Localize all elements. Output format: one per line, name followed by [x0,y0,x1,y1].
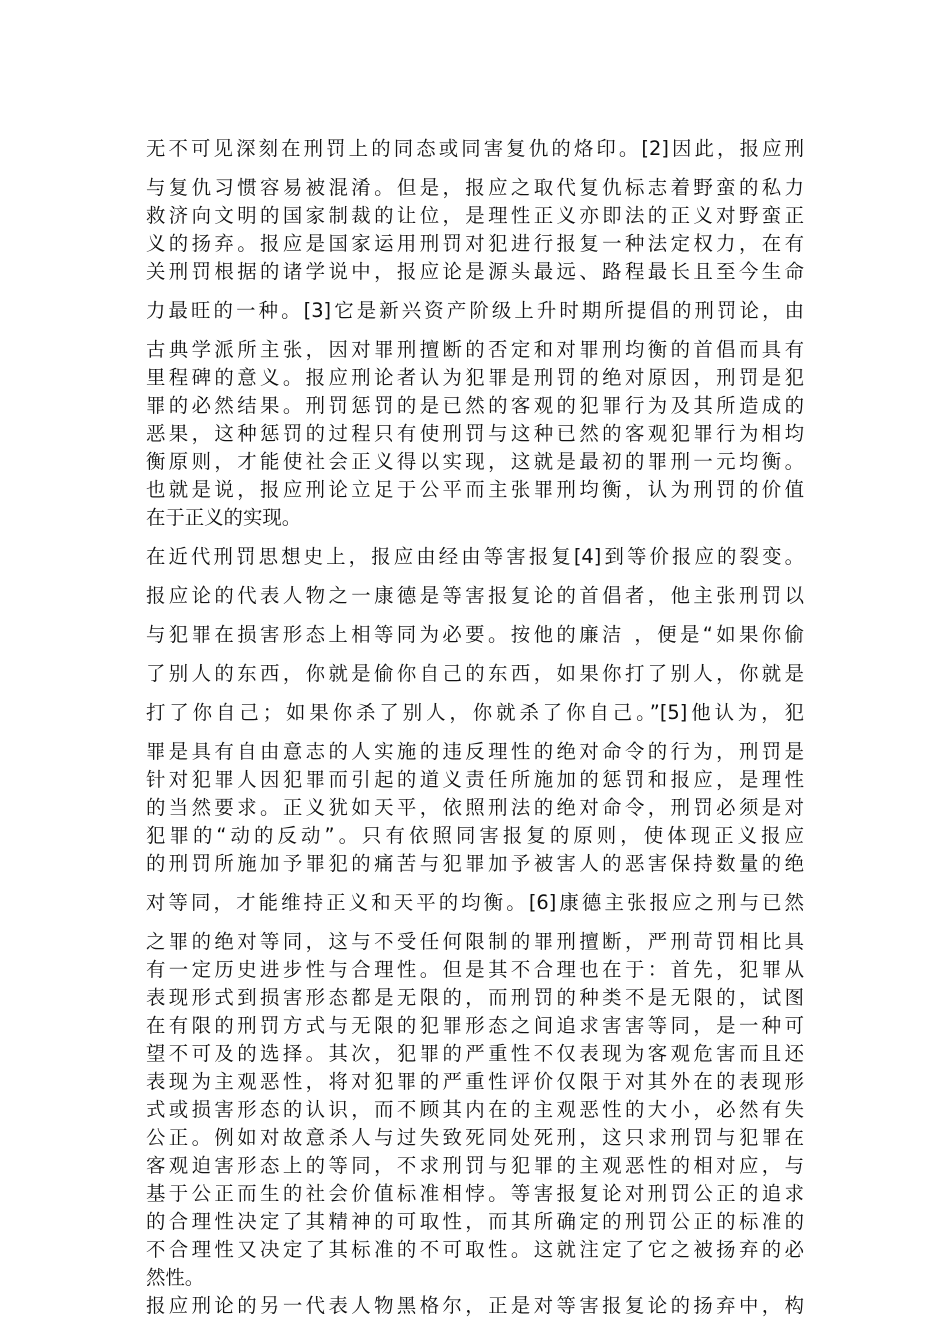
text-line: 古典学派所主张，因对罪刑擅断的否定和对罪刑均衡的首倡而具有 [146,338,804,361]
text-line: 与犯罪在损害形态上相等同为必要。按他的廉洁 ，便是“如果你偷 [146,623,804,646]
text-line: 打了你自己；如果你杀了别人，你就杀了你自己。”[5]他认为，犯 [146,701,804,724]
text-line: 义的扬弃。报应是国家运用刑罚对犯进行报复一种法定权力，在有 [146,232,804,255]
text-line: 在于正义的实现。 [146,506,302,529]
text-line: 犯罪的“动的反动”。只有依照同害报复的原则，使体现正义报应 [146,824,804,847]
text-line: 关刑罚根据的诸学说中，报应论是源头最远、路程最长且至今生命 [146,260,804,283]
text-line: 然性。 [146,1266,205,1289]
text-line: 力最旺的一种。[3]它是新兴资产阶级上升时期所提倡的刑罚论，由 [146,299,804,322]
text-line: 之罪的绝对等同，这与不受任何限制的罪刑擅断，严刑苛罚相比具 [146,930,804,953]
line-gap [146,727,804,738]
text-line: 不合理性又决定了其标准的不可取性。这就注定了它之被扬弃的必 [146,1238,804,1261]
text-line: 了别人的东西，你就是偷你自己的东西，如果你打了别人，你就是 [146,662,804,685]
text-line: 表现为主观恶性，将对犯罪的严重性评价仅限于对其外在的表现形 [146,1070,804,1093]
text-line: 在有限的刑罚方式与无限的犯罪形态之间追求害害等同，是一种可 [146,1014,804,1037]
text-line: 与复仇习惯容易被混淆。但是，报应之取代复仇标志着野蛮的私力 [146,176,804,199]
line-gap [146,325,804,336]
line-gap [146,610,804,621]
text-line: 有一定历史进步性与合理性。但是其不合理也在于：首先，犯罪从 [146,958,804,981]
text-line: 望不可及的选择。其次，犯罪的严重性不仅表现为客观危害而且还 [146,1042,804,1065]
text-line: 针对犯罪人因犯罪而引起的道义责任所施加的惩罚和报应，是理性 [146,768,804,791]
text-line: 恶果，这种惩罚的过程只有使刑罚与这种已然的客观犯罪行为相均 [146,422,804,445]
text-line: 无不可见深刻在刑罚上的同态或同害复仇的烙印。[2]因此，报应刑 [146,137,804,160]
text-line: 罪的必然结果。刑罚惩罚的是已然的客观的犯罪行为及其所造成的 [146,394,804,417]
line-gap [146,286,804,297]
line-gap [146,163,804,174]
line-gap [146,688,804,699]
text-line: 也就是说，报应刑论立足于公平而主张罪刑均衡，认为刑罚的价值 [146,478,804,501]
text-line: 公正。例如对故意杀人与过失致死同处死刑，这只求刑罚与犯罪在 [146,1126,804,1149]
text-line: 的当然要求。正义犹如天平，依照刑法的绝对命令，刑罚必须是对 [146,796,804,819]
line-gap [146,571,804,582]
text-line: 罪是具有自由意志的人实施的违反理性的绝对命令的行为，刑罚是 [146,740,804,763]
line-gap [146,878,804,889]
text-line: 式或损害形态的认识，而不顾其内在的主观恶性的大小，必然有失 [146,1098,804,1121]
text-line: 对等同，才能维持正义和天平的均衡。[6]康德主张报应之刑与已然 [146,891,804,914]
text-line: 救济向文明的国家制裁的让位，是理性正义亦即法的正义对野蛮正 [146,204,804,227]
line-gap [146,532,804,543]
line-gap [146,917,804,928]
text-line: 衡原则，才能使社会正义得以实现，这就是最初的罪刑一元均衡。 [146,450,804,473]
text-line: 报应刑论的另一代表人物黑格尔，正是对等害报复论的扬弃中，构 [146,1294,804,1317]
text-line: 的合理性决定了其精神的可取性，而其所确定的刑罚公正的标准的 [146,1210,804,1233]
text-line: 表现形式到损害形态都是无限的，而刑罚的种类不是无限的，试图 [146,986,804,1009]
text-line: 基于公正而生的社会价值标准相悖。等害报复论对刑罚公正的追求 [146,1182,804,1205]
body-text [146,135,804,1320]
text-line: 在近代刑罚思想史上，报应由经由等害报复[4]到等价报应的裂变。 [146,545,804,568]
text-line: 客观迫害形态上的等同，不求刑罚与犯罪的主观恶性的相对应，与 [146,1154,804,1177]
line-gap [146,649,804,660]
text-line: 的刑罚所施加予罪犯的痛苦与犯罪加予被害人的恶害保持数量的绝 [146,852,804,875]
text-line: 报应论的代表人物之一康德是等害报复论的首倡者，他主张刑罚以 [146,584,804,607]
text-line: 里程碑的意义。报应刑论者认为犯罪是刑罚的绝对原因，刑罚是犯 [146,366,804,389]
